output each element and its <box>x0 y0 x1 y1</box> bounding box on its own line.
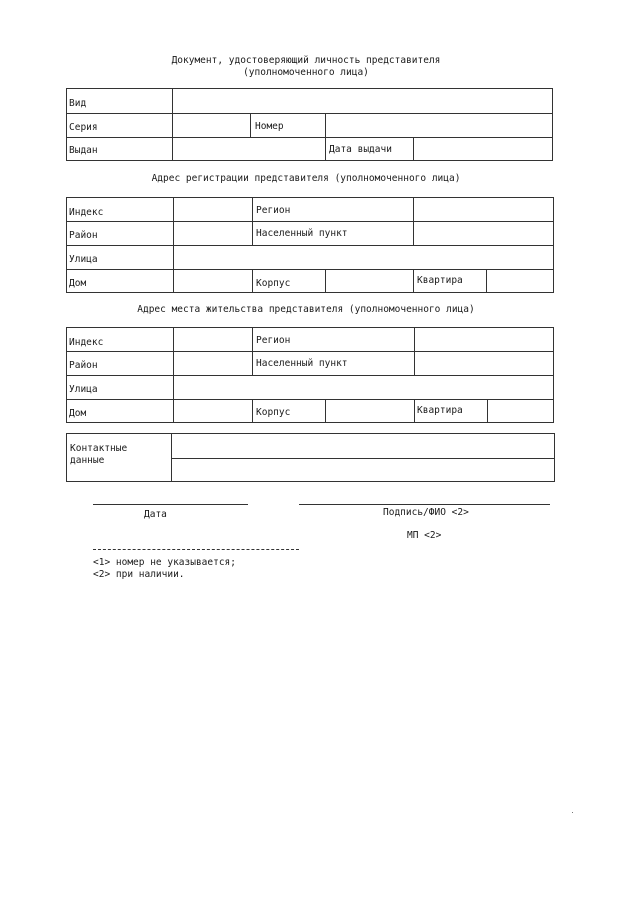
contacts-label-line1: Контактные <box>70 443 128 454</box>
live-ulica-field[interactable] <box>174 376 554 399</box>
reg-region-label: Регион <box>256 205 291 216</box>
reg-korpus-field[interactable] <box>326 270 413 293</box>
doc-data-vydachi-field[interactable] <box>414 138 553 161</box>
live-naselenny-punkt-field[interactable] <box>415 352 554 375</box>
reg-rayon-label: Район <box>69 230 98 241</box>
live-dom-field[interactable] <box>174 400 252 423</box>
doc-nomer-label: Номер <box>255 121 284 132</box>
live-index-label: Индекс <box>69 337 104 348</box>
doc-nomer-field[interactable] <box>326 114 553 137</box>
reg-korpus-label: Корпус <box>256 278 291 289</box>
live-col-divider <box>414 399 415 423</box>
live-kvartira-label: Квартира <box>417 405 463 416</box>
footnote-2: <2> при наличии. <box>93 569 185 580</box>
contacts-label-line2: данные <box>70 455 105 466</box>
reg-address-table <box>66 197 554 293</box>
doc-section-title-line1: Документ, удостоверяющий личность представителя <box>171 55 441 66</box>
live-region-label: Регион <box>256 335 291 346</box>
reg-col-divider <box>413 269 414 293</box>
doc-col-divider <box>250 113 251 137</box>
doc-vydan-field[interactable] <box>173 138 325 161</box>
scan-speck <box>572 812 573 813</box>
date-signature-line[interactable] <box>93 504 248 505</box>
reg-col-divider <box>252 198 253 245</box>
live-index-field[interactable] <box>174 329 252 351</box>
doc-vid-label: Вид <box>69 98 87 109</box>
live-rayon-label: Район <box>69 360 98 371</box>
reg-naselenny-punkt-field[interactable] <box>414 222 554 245</box>
doc-seriya-field[interactable] <box>173 114 250 137</box>
live-col-divider <box>252 399 253 423</box>
doc-table <box>66 88 553 161</box>
footnote-1: <1> номер не указывается; <box>93 557 236 568</box>
doc-seriya-label: Серия <box>69 122 98 133</box>
reg-naselenny-punkt-label: Населенный пункт <box>256 228 348 239</box>
footnote-separator <box>93 549 299 550</box>
live-kvartira-field[interactable] <box>488 400 554 423</box>
live-col-divider <box>252 328 253 375</box>
reg-dom-label: Дом <box>69 278 87 289</box>
reg-address-title: Адрес регистрации представителя (уполномоченного лица) <box>151 173 461 184</box>
reg-ulica-label: Улица <box>69 254 98 265</box>
contacts-table <box>66 433 555 482</box>
reg-kvartira-label: Квартира <box>417 275 463 286</box>
reg-kvartira-field[interactable] <box>487 270 554 293</box>
contacts-field-2[interactable] <box>172 459 555 482</box>
reg-ulica-field[interactable] <box>174 246 554 269</box>
live-row-divider <box>67 399 553 400</box>
doc-vid-field[interactable] <box>173 90 553 113</box>
signature-line[interactable] <box>299 504 550 505</box>
doc-data-vydachi-label: Дата выдачи <box>329 144 392 155</box>
mp-label: МП <2> <box>407 530 442 541</box>
reg-row-divider <box>67 269 553 270</box>
live-ulica-label: Улица <box>69 384 98 395</box>
reg-index-field[interactable] <box>174 199 252 221</box>
reg-dom-field[interactable] <box>174 270 252 293</box>
live-naselenny-punkt-label: Населенный пункт <box>256 358 348 369</box>
date-label: Дата <box>144 509 167 520</box>
signature-label: Подпись/ФИО <2> <box>383 507 469 518</box>
contacts-field-1[interactable] <box>172 435 555 458</box>
live-rayon-field[interactable] <box>174 352 252 375</box>
reg-region-field[interactable] <box>414 199 554 221</box>
doc-section-title-line2: (уполномоченного лица) <box>243 67 369 78</box>
live-korpus-field[interactable] <box>326 400 414 423</box>
doc-vydan-label: Выдан <box>69 145 98 156</box>
live-korpus-label: Корпус <box>256 407 291 418</box>
reg-rayon-field[interactable] <box>174 222 252 245</box>
live-region-field[interactable] <box>415 329 554 351</box>
live-address-table <box>66 327 554 423</box>
reg-index-label: Индекс <box>69 207 104 218</box>
reg-col-divider <box>252 269 253 293</box>
live-address-title: Адрес места жительства представителя (уполномоченного лица) <box>137 304 475 315</box>
live-dom-label: Дом <box>69 408 87 419</box>
